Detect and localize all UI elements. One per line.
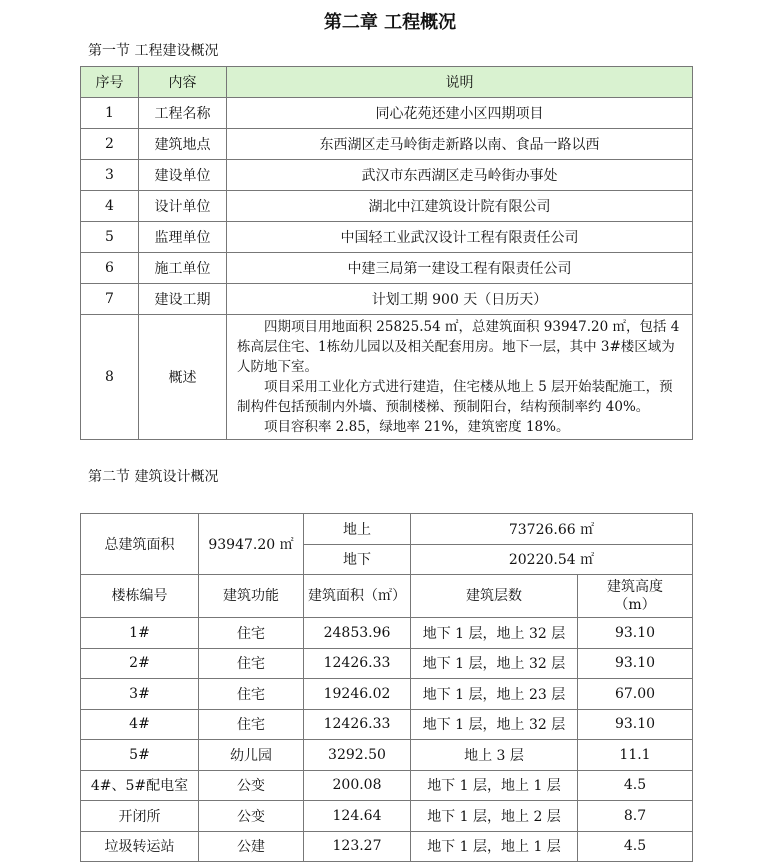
table-row <box>81 770 693 801</box>
header-height <box>578 575 693 618</box>
table-row <box>81 618 693 649</box>
below-ground-label: 地下 <box>304 544 411 575</box>
header-area: 建筑面积（㎡） <box>304 575 411 618</box>
table-row <box>81 284 693 315</box>
row-item: 设计单位 <box>139 191 227 222</box>
table-row-overview <box>81 315 693 440</box>
table-row <box>81 222 693 253</box>
cell-area: 24853.96 <box>304 618 411 649</box>
row-no: 6 <box>81 253 139 284</box>
cell-building: 2# <box>81 648 199 679</box>
cell-height: 93.10 <box>578 618 693 649</box>
row-item: 建设工期 <box>139 284 227 315</box>
cell-area: 200.08 <box>304 770 411 801</box>
header-item: 内容 <box>139 67 227 98</box>
cell-floors: 地下 1 层，地上 32 层 <box>411 648 578 679</box>
cell-height: 93.10 <box>578 709 693 740</box>
row-item: 建设单位 <box>139 160 227 191</box>
table-header-row <box>81 575 693 618</box>
table-row <box>81 709 693 740</box>
cell-building: 5# <box>81 740 199 771</box>
row-desc: 中国轻工业武汉设计工程有限责任公司 <box>227 222 693 253</box>
row-no: 1 <box>81 98 139 129</box>
row-no: 4 <box>81 191 139 222</box>
row-no: 5 <box>81 222 139 253</box>
row-desc: 计划工期 900 天（日历天） <box>227 284 693 315</box>
building-design-table <box>80 513 693 862</box>
row-item: 工程名称 <box>139 98 227 129</box>
cell-building: 1# <box>81 618 199 649</box>
section-heading-construction: 第一节 工程建设概况 <box>88 43 219 59</box>
row-no: 7 <box>81 284 139 315</box>
cell-function: 住宅 <box>199 709 304 740</box>
cell-area: 12426.33 <box>304 709 411 740</box>
cell-function: 住宅 <box>199 618 304 649</box>
above-ground-label: 地上 <box>304 514 411 545</box>
table-row <box>81 740 693 771</box>
cell-function: 公建 <box>199 831 304 862</box>
cell-building: 开闭所 <box>81 801 199 832</box>
overview-paragraph: 四期项目用地面积 25825.54 ㎡，总建筑面积 93947.20 ㎡，包括 4 栋高层住宅、1栋幼儿园以及相关配套用房。地下一层，其中 3#楼区域为人防地下室。 <box>237 319 680 375</box>
construction-overview-table <box>80 66 693 440</box>
header-desc: 说明 <box>227 67 693 98</box>
row-desc: 武汉市东西湖区走马岭街办事处 <box>227 160 693 191</box>
row-no: 2 <box>81 129 139 160</box>
row-item: 施工单位 <box>139 253 227 284</box>
table-row <box>81 98 693 129</box>
row-desc: 中建三局第一建设工程有限责任公司 <box>227 253 693 284</box>
table-header-row <box>81 67 693 98</box>
overview-text <box>227 315 693 440</box>
cell-area: 3292.50 <box>304 740 411 771</box>
total-area-value: 93947.20 ㎡ <box>199 514 304 575</box>
cell-floors: 地下 1 层，地上 32 层 <box>411 618 578 649</box>
header-building: 楼栋编号 <box>81 575 199 618</box>
cell-function: 公变 <box>199 801 304 832</box>
row-item: 监理单位 <box>139 222 227 253</box>
header-floors: 建筑层数 <box>411 575 578 618</box>
total-area-label: 总建筑面积 <box>81 514 199 575</box>
cell-height: 8.7 <box>578 801 693 832</box>
cell-floors: 地下 1 层，地上 1 层 <box>411 831 578 862</box>
cell-floors: 地上 3 层 <box>411 740 578 771</box>
header-height-unit: （m） <box>614 597 656 613</box>
below-ground-value: 20220.54 ㎡ <box>411 544 693 575</box>
cell-height: 4.5 <box>578 831 693 862</box>
row-desc: 同心花苑还建小区四期项目 <box>227 98 693 129</box>
cell-building: 3# <box>81 679 199 710</box>
cell-function: 公变 <box>199 770 304 801</box>
row-item: 建筑地点 <box>139 129 227 160</box>
cell-building: 4#、5#配电室 <box>81 770 199 801</box>
cell-function: 住宅 <box>199 679 304 710</box>
row-desc: 东西湖区走马岭街走新路以南、食品一路以西 <box>227 129 693 160</box>
row-no: 8 <box>81 315 139 440</box>
cell-function: 幼儿园 <box>199 740 304 771</box>
table-row <box>81 679 693 710</box>
cell-height: 4.5 <box>578 770 693 801</box>
page-title: 第二章 工程概况 <box>323 12 457 33</box>
total-area-row <box>81 514 693 545</box>
cell-floors: 地下 1 层，地上 23 层 <box>411 679 578 710</box>
table-row <box>81 160 693 191</box>
cell-function: 住宅 <box>199 648 304 679</box>
table-row <box>81 831 693 862</box>
cell-floors: 地下 1 层，地上 1 层 <box>411 770 578 801</box>
header-height-line: 建筑高度 <box>607 579 663 595</box>
cell-building: 4# <box>81 709 199 740</box>
overview-paragraph: 项目采用工业化方式进行建造，住宅楼从地上 5 层开始装配施工，预制构件包括预制内外墙、预制楼梯、预制阳台，结构预制率约 40%。 <box>237 379 673 415</box>
cell-area: 12426.33 <box>304 648 411 679</box>
cell-height: 67.00 <box>578 679 693 710</box>
table-row <box>81 801 693 832</box>
section-heading-design: 第二节 建筑设计概况 <box>88 469 219 485</box>
cell-area: 124.64 <box>304 801 411 832</box>
cell-area: 123.27 <box>304 831 411 862</box>
above-ground-value: 73726.66 ㎡ <box>411 514 693 545</box>
table-row <box>81 129 693 160</box>
overview-paragraph: 项目容积率 2.85，绿地率 21%，建筑密度 18%。 <box>264 419 570 435</box>
header-no: 序号 <box>81 67 139 98</box>
table-row <box>81 253 693 284</box>
row-no: 3 <box>81 160 139 191</box>
cell-area: 19246.02 <box>304 679 411 710</box>
cell-building: 垃圾转运站 <box>81 831 199 862</box>
table-row <box>81 191 693 222</box>
table-row <box>81 648 693 679</box>
cell-height: 93.10 <box>578 648 693 679</box>
cell-floors: 地下 1 层，地上 32 层 <box>411 709 578 740</box>
cell-floors: 地下 1 层，地上 2 层 <box>411 801 578 832</box>
row-item: 概述 <box>139 315 227 440</box>
row-desc: 湖北中江建筑设计院有限公司 <box>227 191 693 222</box>
header-function: 建筑功能 <box>199 575 304 618</box>
cell-height: 11.1 <box>578 740 693 771</box>
